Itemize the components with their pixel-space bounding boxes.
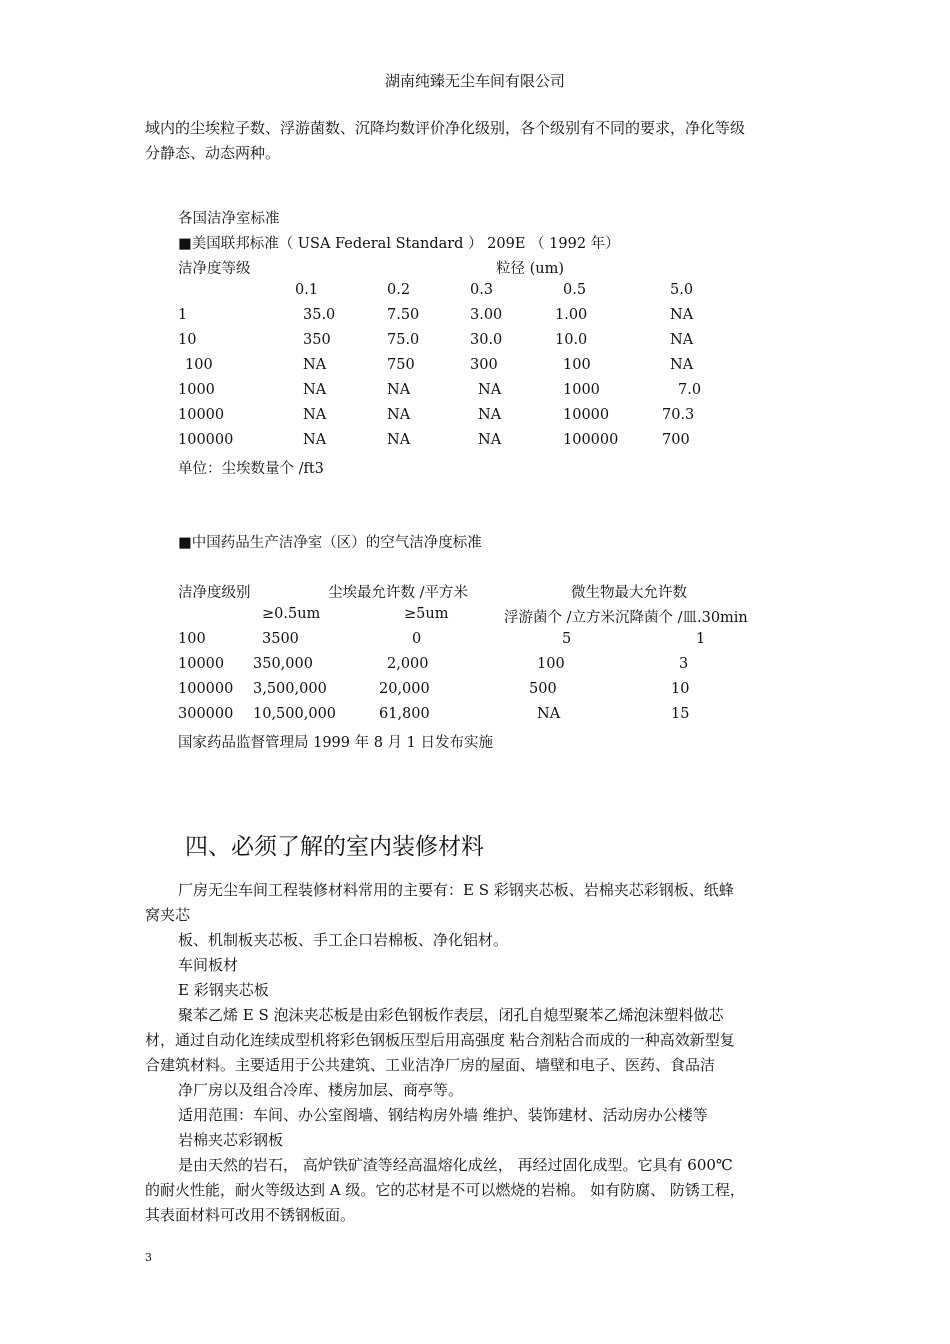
intro-line: 分静态、动态两种。	[145, 144, 281, 162]
table-cell: NA	[387, 407, 411, 423]
table-cell: 30.0	[470, 332, 503, 348]
table-cell: 1000	[563, 382, 600, 398]
size-header: 0.5	[563, 282, 587, 298]
table-cell: 350	[303, 332, 331, 348]
table-cell: 300	[470, 357, 498, 373]
table-cell: 1	[696, 631, 706, 647]
table-cell: 2,000	[387, 656, 429, 672]
page-number: 3	[145, 1251, 152, 1264]
paragraph-line: 材，通过自动化连续成型机将彩色钢板压型后用高强度 粘合剂粘合而成的一种高效新型复	[145, 1031, 735, 1049]
table-cell: 3,500,000	[253, 681, 327, 697]
paragraph-line: 聚苯乙烯 E S 泡沫夹芯板是由彩色钢板作表层，闭孔自熄型聚苯乙烯泡沫塑料做芯	[178, 1006, 724, 1024]
paragraph-line: 的耐火性能，耐火等级达到 A 级。它的芯材是不可以燃烧的岩棉。 如有防腐、 防锈工程，	[145, 1181, 745, 1199]
table-cell: 15	[671, 706, 690, 722]
table-cell: 0	[412, 631, 422, 647]
paragraph-line: 厂房无尘车间工程装修材料常用的主要有：E S 彩钢夹芯板、岩棉夹芯彩钢板、纸蜂	[178, 881, 734, 899]
subheading: 岩棉夹芯彩钢板	[178, 1131, 284, 1149]
section-heading: 四、必须了解的室内装修材料	[185, 834, 484, 860]
intro-line: 域内的尘埃粒子数、浮游菌数、沉降均数评价净化级别，各个级别有不同的要求，净化等级	[145, 119, 746, 137]
table-cell: NA	[387, 432, 411, 448]
paragraph-line: 合建筑材料。主要适用于公共建筑、工业洁净厂房的屋面、墙壁和电子、医药、食品洁	[145, 1056, 716, 1074]
table-cell: 1000	[178, 382, 215, 398]
table-cell: 10	[178, 332, 197, 348]
table-cell: 1.00	[555, 307, 588, 323]
subheading: E 彩钢夹芯板	[178, 981, 269, 999]
unit-note: 单位：尘埃数量个 /ft3	[178, 461, 324, 477]
table-cell: 750	[387, 357, 415, 373]
table-header: 浮游菌个 /立方米沉降菌个 /皿.30min	[504, 610, 748, 626]
issue-note: 国家药品监督管理局 1999 年 8 月 1 日发布实施	[178, 735, 494, 751]
paragraph-line: 其表面材料可改用不锈钢板面。	[145, 1206, 356, 1224]
table-cell: NA	[478, 407, 502, 423]
table-cell: 700	[662, 432, 690, 448]
table-cell: 10,500,000	[253, 706, 337, 722]
paragraph-line: 是由天然的岩石， 高炉铁矿渣等经高温熔化成丝， 再经过固化成型。它具有 600℃	[178, 1156, 733, 1174]
table-cell: NA	[303, 432, 327, 448]
subheading: 车间板材	[178, 956, 239, 974]
table-cell: 7.50	[387, 307, 420, 323]
table-cell: 100	[185, 357, 213, 373]
table-cell: NA	[478, 382, 502, 398]
table-cell: 1	[178, 307, 188, 323]
table-cell: NA	[670, 332, 694, 348]
table-cell: 100000	[178, 432, 234, 448]
table-cell: 10000	[178, 407, 225, 423]
table-cell: 35.0	[303, 307, 336, 323]
table-header: 微生物最大允许数	[571, 585, 687, 601]
size-header: 0.2	[387, 282, 411, 298]
table-cell: 75.0	[387, 332, 420, 348]
paragraph-line: 窝夹芯	[145, 906, 191, 924]
table-cell: NA	[303, 407, 327, 423]
table-header: ≥5um	[404, 606, 449, 622]
table-cell: 10000	[178, 656, 225, 672]
particle-size-label: 粒径 (um)	[496, 261, 565, 277]
table-cell: NA	[537, 706, 561, 722]
table-cell: 20,000	[379, 681, 430, 697]
table-cell: 5	[562, 631, 572, 647]
table-cell: 3	[679, 656, 689, 672]
table-cell: 3500	[262, 631, 299, 647]
table-cell: 300000	[178, 706, 234, 722]
size-header: 5.0	[670, 282, 694, 298]
table-cell: 500	[529, 681, 557, 697]
table-cell: NA	[303, 357, 327, 373]
table-cell: 10.0	[555, 332, 588, 348]
table-cell: 100	[178, 631, 206, 647]
paragraph-line: 板、机制板夹芯板、手工企口岩棉板、净化铝材。	[178, 931, 509, 949]
table-cell: NA	[387, 382, 411, 398]
table-cell: 350,000	[253, 656, 313, 672]
cn-standard-title: ■中国药品生产洁净室（区）的空气洁净度标准	[178, 535, 482, 551]
size-header: 0.1	[295, 282, 319, 298]
table-cell: 10000	[563, 407, 610, 423]
table-cell: 61,800	[379, 706, 430, 722]
table-header: 尘埃最允许数 /平方米	[328, 585, 468, 601]
page-header: 湖南纯臻无尘车间有限公司	[384, 72, 565, 90]
table-cell: NA	[303, 382, 327, 398]
standards-heading: 各国洁净室标准	[178, 211, 280, 227]
table-cell: 100000	[178, 681, 234, 697]
table-cell: 10	[671, 681, 690, 697]
table-cell: NA	[670, 307, 694, 323]
size-header: 0.3	[470, 282, 494, 298]
cleanliness-class-label: 洁净度等级	[178, 261, 251, 277]
table-cell: NA	[478, 432, 502, 448]
table-cell: 3.00	[470, 307, 503, 323]
table-header: 洁净度级别	[178, 585, 251, 601]
us-standard-title: ■美国联邦标准（ USA Federal Standard ） 209E （ 1992 年）	[178, 236, 620, 252]
paragraph-line: 适用范围：车间、办公室阁墙、钢结构房外墙 维护、装饰建材、活动房办公楼等	[178, 1106, 708, 1124]
table-cell: 70.3	[662, 407, 695, 423]
table-cell: 100000	[563, 432, 619, 448]
paragraph-line: 净厂房以及组合冷库、楼房加层、商亭等。	[178, 1081, 464, 1099]
table-cell: 7.0	[678, 382, 702, 398]
table-cell: 100	[537, 656, 565, 672]
table-cell: 100	[563, 357, 591, 373]
table-header: ≥0.5um	[262, 606, 321, 622]
table-cell: NA	[670, 357, 694, 373]
